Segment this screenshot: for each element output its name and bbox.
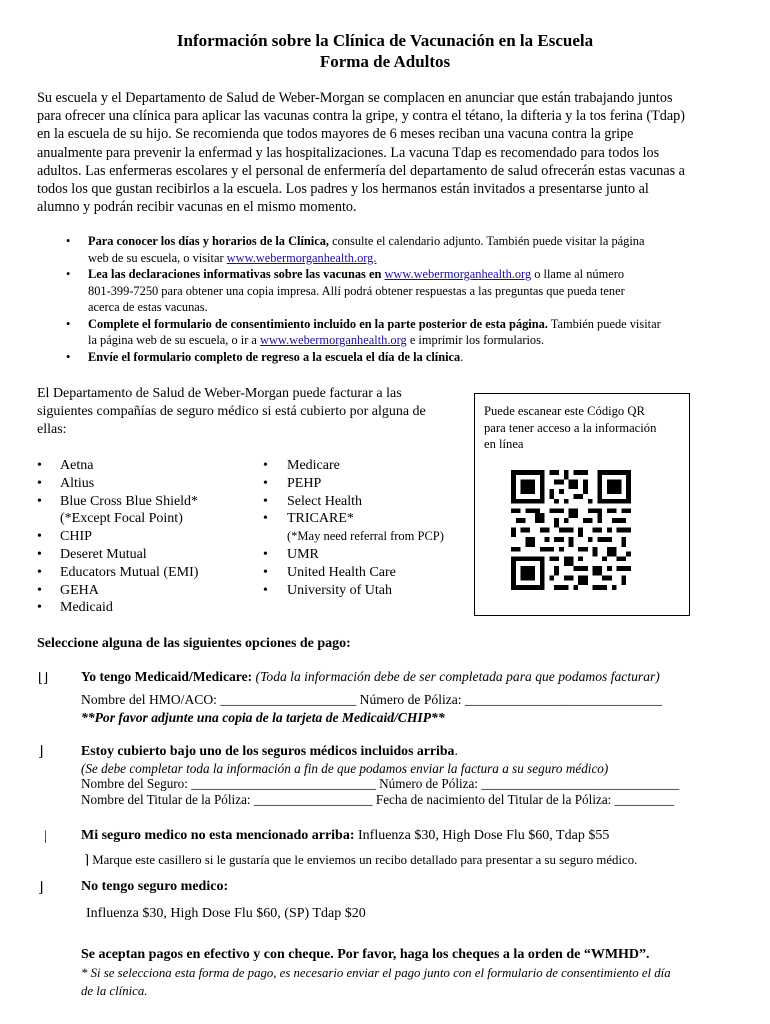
intro-paragraph	[37, 89, 737, 216]
list-item: • Educators Mutual (EMI)	[37, 564, 199, 580]
intro-line: anualmente para prevenir la enfermad y las hospitalizaciones. La vacuna Tdap es recomendado para todos los	[37, 144, 660, 161]
insurance-intro-line: El Departamento de Salud de Weber-Morgan puede facturar a las	[37, 386, 402, 401]
bullet-icon: •	[66, 349, 71, 364]
payment-methods-note: Se aceptan pagos en efectivo y con cheque. Por favor, haga los cheques a la orden de “WMHD”.	[81, 947, 650, 962]
list-item: • Deseret Mutual	[37, 546, 147, 562]
option-covered-checkbox[interactable]: ⌋	[38, 745, 44, 760]
bullet-bold: Complete el formulario de consentimiento incluido en la parte posterior de esta página.	[88, 316, 548, 331]
receipt-checkbox[interactable]: ⌉	[84, 853, 89, 867]
bullet-icon: •	[66, 316, 71, 331]
qr-code-box	[474, 393, 690, 616]
page-subtitle: Forma de Adultos	[319, 52, 451, 71]
weber-link[interactable]: www.webermorganhealth.org.	[226, 250, 377, 265]
bullet-bold: Envíe el formulario completo de regreso a la escuela el día de la clínica	[88, 349, 461, 364]
weber-link[interactable]: www.webermorganhealth.org	[384, 267, 532, 281]
qr-caption: Puede escanear este Código QR para tener acceso a la información en línea	[484, 404, 657, 451]
receipt-request: ⌉ Marque este casillero si le gustaría que le enviemos un recibo detallado para presentar a su seguro médico.	[84, 853, 638, 867]
list-item	[66, 266, 748, 283]
page-title: Información sobre la Clínica de Vacunación en la Escuela	[176, 31, 594, 50]
intro-line: todos los que gustan recibirlos a la escuela. Los padres y los hermanos están invitados a presentarse junto al	[37, 181, 649, 198]
option-uninsured-checkbox[interactable]: ⌋	[38, 881, 44, 896]
option-not-listed-checkbox[interactable]: |	[44, 829, 47, 844]
list-item: • Medicare	[263, 458, 340, 473]
insurance-intro	[37, 385, 467, 439]
list-item: • CHIP	[37, 529, 92, 545]
intro-line: adultos. Las enfermeras escolares y el personal de enfermería del departamento de salud ofrecerán estas vacunas a	[37, 162, 685, 179]
list-item: • Medicaid	[37, 600, 113, 616]
bullet-text: acerca de estas vacunas.	[88, 300, 208, 314]
payment-footnote: * Si se selecciona esta forma de pago, es necesario enviar el pago junto con el formulario de consentimiento el día de la clínica.	[81, 966, 671, 998]
list-item: • Altius	[37, 475, 95, 491]
uninsured-prices: Influenza $30, High Dose Flu $60, (SP) Tdap $20	[86, 906, 366, 921]
bullet-bold: Lea las declaraciones informativas sobre las vacunas en	[88, 267, 385, 281]
option-medicaid-checkbox[interactable]: ⌊⌋	[38, 670, 49, 685]
intro-line: alumno y podrán recibir vacunas en el mismo momento.	[37, 199, 357, 216]
list-item: • United Health Care	[263, 564, 396, 580]
policy-holder-field[interactable]: Nombre del Titular de la Póliza: __________________ Fecha de nacimiento del Titular de la Póliza: _________	[81, 792, 674, 807]
hmo-aco-field[interactable]: Nombre del HMO/ACO: ____________________ Número de Póliza: _____________________________	[81, 692, 663, 707]
bullet-text: la página web de su escuela, o ir a	[88, 333, 261, 347]
bullet-text: web de su escuela, o visitar	[88, 250, 227, 265]
insurance-policy-field[interactable]: Nombre del Seguro: ____________________________ Número de Póliza: ______________________________	[81, 776, 680, 791]
qr-code-icon[interactable]	[508, 470, 634, 590]
list-item: • GEHA	[37, 582, 99, 598]
option-uninsured: No tengo seguro medico:	[81, 879, 229, 894]
list-item	[66, 349, 748, 366]
intro-line: en la escuela de su hijo. Se recomienda que todos mayores de 6 meses reciban una vacuna contra la gripe	[37, 126, 634, 143]
bullet-text: o llame al número	[531, 267, 625, 281]
bullet-text: consulte el calendario adjunto. También puede visitar la página	[329, 234, 645, 248]
bullet-bold: Para conocer los días y horarios de la Clínica,	[88, 234, 330, 248]
insurance-intro-line: ellas:	[37, 422, 67, 437]
list-item-cont	[88, 250, 748, 267]
insurance-list-col1	[37, 457, 257, 617]
medicaid-card-note: **Por favor adjunte una copia de la tarjeta de Medicaid/CHIP**	[81, 710, 445, 725]
weber-link[interactable]: www.webermorganhealth.org	[260, 333, 407, 347]
instructions-list	[66, 233, 748, 365]
insurance-intro-line: siguientes compañías de seguro médico si está cubierto por alguna de	[37, 404, 426, 419]
option-covered: Estoy cubierto bajo uno de los seguros médicos incluidos arriba.	[81, 743, 458, 758]
list-item-cont	[88, 332, 748, 349]
bullet-icon: •	[66, 234, 71, 248]
bullet-text: e imprimir los formularios.	[406, 333, 545, 347]
payment-heading: Seleccione alguna de las siguientes opciones de pago:	[37, 636, 351, 651]
list-item-note: (*May need referral from PCP)	[287, 529, 444, 544]
bullet-text: .	[460, 349, 464, 364]
intro-line: Su escuela y el Departamento de Salud de Weber-Morgan se complacen en anunciar que están trabajando juntos	[37, 90, 673, 106]
insurance-list-col2	[263, 457, 473, 599]
bullet-icon: •	[66, 267, 71, 281]
list-item: • TRICARE*	[263, 511, 354, 527]
bullet-text: 801-399-7250 para obtener una copia impresa. Allí podrá obtener respuestas a las preguntas que pueda tener	[88, 283, 625, 298]
intro-line: para ofrecer una clínica para aplicar las vacunas contra la gripe, y contra el tétano, la difteria y la tos ferina (Tdap)	[37, 108, 685, 125]
list-item-note: (*Except Focal Point)	[60, 511, 183, 527]
option-not-listed: Mi seguro medico no esta mencionado arriba: Influenza $30, High Dose Flu $60, Tdap $55	[81, 828, 610, 843]
list-item: • Blue Cross Blue Shield*	[37, 493, 199, 509]
list-item: • PEHP	[263, 475, 322, 491]
list-item: • Select Health	[263, 493, 363, 509]
option-covered-note: (Se debe completar toda la información a fin de que podamos enviar la factura a su seguro médico)	[81, 761, 609, 776]
list-item	[66, 233, 748, 250]
list-item: • UMR	[263, 546, 319, 562]
option-medicaid: Yo tengo Medicaid/Medicare: (Toda la información debe de ser completada para que podamos facturar)	[81, 669, 660, 684]
list-item	[66, 316, 748, 333]
list-item: • University of Utah	[263, 582, 392, 598]
bullet-text: También puede visitar	[547, 316, 661, 331]
list-item: • Aetna	[37, 458, 94, 473]
